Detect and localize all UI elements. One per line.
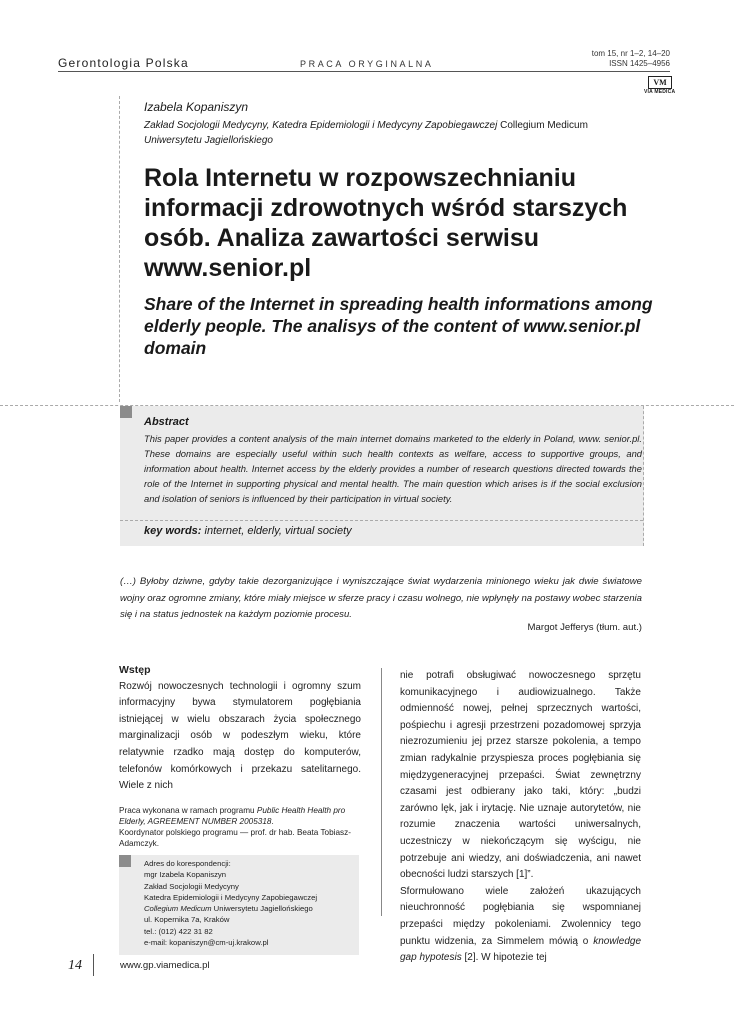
column-separator: [381, 668, 382, 916]
correspondence-email[interactable]: e-mail: kopaniszyn@cm-uj.krakow.pl: [144, 938, 269, 948]
paragraph-2-end: [2]. W hipotezie tej: [461, 952, 547, 964]
correspondence-college: Collegium Medicum: [144, 904, 212, 914]
article-type: PRACA ORYGINALNA: [300, 59, 434, 69]
section-heading-introduction: Wstęp: [119, 664, 151, 676]
epigraph-author: Margot Jefferys (tłum. aut.): [527, 622, 642, 633]
vertical-dashed-divider: [119, 96, 120, 402]
correspondence-katedra: Katedra Epidemiologii i Medycyny Zapobiegawczej: [144, 892, 318, 902]
right-column-paragraph-1: nie potrafi obsługiwać nowoczesnego sprzętu komunikacyjnego i audiowizualnego. Także odmienność nowej, pełnej sprzecznych wartości, pośpiechu i agresji przestrzeni pozadomowej sprzyja niezrozumieniu jej przez starsze pokolenia, a tempo zmian radykalnie przyspiesza proces pogłębiania się międzygeneracyjnej przepaści. Świat zewnętrzny czasami jest odbierany jako taki, który: „budzi zarówno lęk, jak i irytację. Nie uznaje autorytetów, nie rozumie znaczenia wartości uniwersalnych, uczestniczy w niekończącym się wyścigu, nie potrzebuje ani wiedzy, ani doświadczenia, ani nawet obecności ludzi starszych [1]”.: [400, 670, 641, 881]
funding-note: [119, 805, 359, 849]
correspondence-marker: [119, 855, 131, 867]
funding-coordinator: Koordynator polskiego programu — prof. dr hab. Beata Tobiasz-Adamczyk.: [119, 828, 351, 848]
abstract-text: This paper provides a content analysis of the main internet domains marketed to the elderly in Poland, www. senior.pl. These domains are especially useful within such health contexts as welfare, access to supportive groups, and information about health. Internet access by the elderly provides a number of research questions directed towards the role of the Internet in supporting physical and mental health. The main question which arises is if the social exclusion and isolation of seniors is influenced by their participation in virtual society.: [144, 433, 642, 504]
funding-prefix: Praca wykonana w ramach programu: [119, 806, 257, 815]
journal-name: Gerontologia Polska: [58, 56, 189, 70]
affiliation-college: Collegium Medicum: [497, 120, 588, 131]
article-title-english: Share of the Internet in spreading health informations among elderly people. The analisys of the content of www.senior.pl domain: [144, 294, 653, 358]
author-name: Izabela Kopaniszyn: [144, 100, 249, 114]
keywords-label: key words:: [144, 525, 202, 537]
correspondence-phone: tel.: (012) 422 31 82: [144, 926, 213, 936]
epigraph-quote: (…) Byłoby dziwne, gdyby takie dezorganizujące i wyniszczające świat wydarzenia minionego wieku jak dwie światowe wojny oraz ogromne zmiany, które miały miejsce w sferze pracy i czasu wolnego, nie wpłynęły na postawy wobec starzenia się i na status jednostek na każdym poziomie procesu.: [120, 576, 642, 620]
issn: ISSN 1425–4956: [609, 59, 670, 68]
publisher-name: VIA MEDICA: [644, 89, 676, 95]
keywords-list: internet, elderly, virtual society: [201, 525, 352, 537]
correspondence-institution: [144, 903, 354, 914]
vm-logo-icon: VM: [648, 76, 672, 89]
funding-program: Public Health Health pro Elderly, AGREEMENT NUMBER 2005318: [119, 806, 346, 826]
header-rule: [58, 71, 670, 72]
keywords: [144, 525, 352, 537]
correspondence-address: [144, 858, 354, 948]
page-number: 14: [68, 958, 82, 973]
journal-url[interactable]: www.gp.viamedica.pl: [120, 960, 210, 971]
funding-suffix: .: [271, 817, 274, 826]
volume-info: tom 15, nr 1–2, 14–20: [591, 49, 670, 58]
introduction-text: Rozwój nowoczesnych technologii i ogromny szum informacyjny bywa stymulatorem pogłębiania istniejącej w wielu obszarach życia społecznego marginalizacji osób w podeszłym wieku, które relatywnie rzadko mają dostęp do komputerów, telefonów komórkowych i przekazu satelitarnego. Wiele z nich: [119, 680, 361, 792]
abstract-separator: [120, 520, 643, 521]
abstract-heading: Abstract: [144, 416, 189, 428]
paragraph-2-term: knowledge gap hypotesis: [400, 935, 641, 964]
correspondence-label: Adres do korespondencji:: [144, 859, 231, 868]
correspondence-university: Uniwersytetu Jagiellońskiego: [211, 904, 313, 914]
article-title: Rola Internetu w rozpowszechnianiu informacji zdrowotnych wśród starszych osób. Analiza zawartości serwisu www.senior.pl: [144, 164, 628, 282]
affiliation-university: Uniwersytetu Jagiellońskiego: [144, 135, 273, 146]
body-column-left: [119, 662, 361, 795]
paragraph-2-start: Sformułowano wiele założeń ukazujących nieuchronność pogłębiania się wspomnianej przepaści między pokoleniami. Zwolennicy tego punktu widzenia, za Simmelem mówią o: [400, 885, 641, 947]
correspondence-name: mgr Izabela Kopaniszyn: [144, 870, 227, 880]
right-column-paragraph-2: [400, 884, 641, 967]
affiliation-department: Zakład Socjologii Medycyny, Katedra Epidemiologii i Medycyny Zapobiegawczej: [144, 120, 498, 131]
issue-info: [560, 49, 670, 69]
abstract-marker: [120, 406, 132, 418]
correspondence-dept: Zakład Socjologii Medycyny: [144, 881, 239, 891]
author-affiliation: [144, 118, 644, 148]
page-number-rule: [93, 954, 94, 976]
publisher-logo: [644, 76, 676, 95]
body-column-right: [400, 668, 641, 967]
correspondence-street: ul. Kopernika 7a, Kraków: [144, 915, 230, 925]
